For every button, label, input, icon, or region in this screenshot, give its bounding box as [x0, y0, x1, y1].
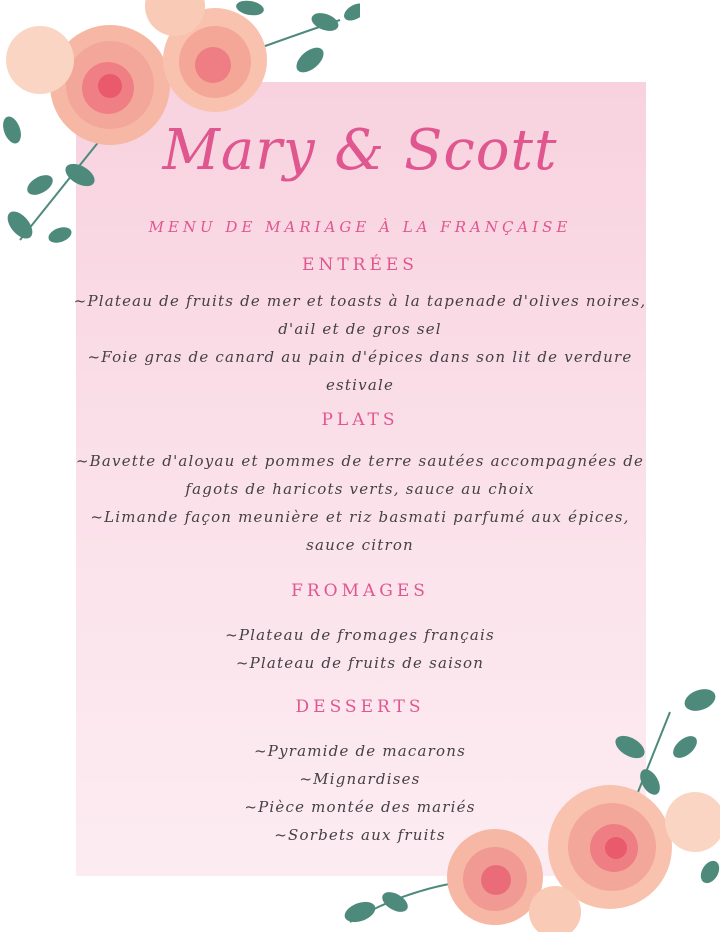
menu-line: ~Plateau de fruits de mer et toasts à la tapenade d'olives noires,	[73, 292, 647, 310]
section-heading-fromages: FROMAGES	[291, 581, 429, 601]
menu-line: ~Limande façon meunière et riz basmati parfumé aux épices,	[90, 508, 630, 526]
menu-line: ~Foie gras de canard au pain d'épices dans son lit de verdure	[87, 348, 633, 366]
menu-subtitle: MENU DE MARIAGE À LA FRANÇAISE	[148, 218, 572, 236]
menu-line: estivale	[325, 376, 395, 394]
menu-line: ~Pyramide de macarons	[253, 742, 467, 760]
menu-line: ~Bavette d'aloyau et pommes de terre sautées accompagnées de	[75, 452, 645, 470]
menu-line: sauce citron	[306, 536, 414, 554]
menu-line: ~Pièce montée des mariés	[244, 798, 476, 816]
menu-line: ~Plateau de fruits de saison	[235, 654, 485, 672]
section-heading-entrees: ENTRÉES	[302, 255, 418, 275]
section-heading-plats: PLATS	[321, 410, 399, 430]
menu-line: ~Plateau de fromages français	[225, 626, 495, 644]
section-heading-desserts: DESSERTS	[295, 697, 425, 717]
menu-line: ~Sorbets aux fruits	[274, 826, 446, 844]
menu-line: fagots de haricots verts, sauce au choix	[185, 480, 535, 498]
couple-names-title: Mary & Scott	[162, 118, 558, 183]
menu-line: d'ail et de gros sel	[278, 320, 442, 338]
menu-line: ~Mignardises	[299, 770, 421, 788]
